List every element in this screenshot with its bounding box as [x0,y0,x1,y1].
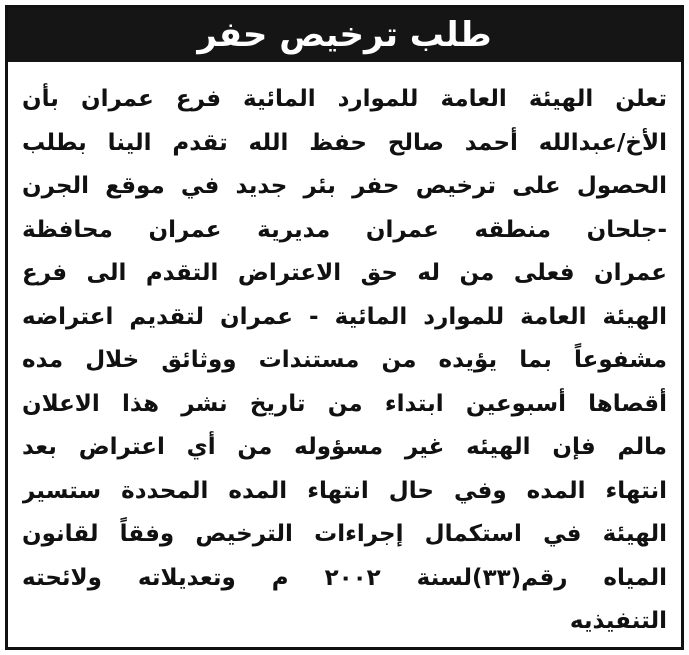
body-line: -جلحان منطقه عمران مديرية عمران محافظة [22,216,667,243]
body-line: أقصاها أسبوعين ابتداء من تاريخ نشر هذا الاعلان [22,390,667,417]
body-line: الهيئة العامة للموارد المائية - عمران لتقديم اعتراضه [22,303,667,330]
body-line: الهيئة في استكمال إجراءات الترخيص وفقاً لقانون [22,521,667,547]
title-banner [8,8,681,62]
notice-frame [5,5,684,650]
body-line: مالم فإن الهيئه غير مسؤوله من أي اعتراض بعد [22,434,667,460]
body-line: الأخ/عبدالله أحمد صالح حفظ الله تقدم الينا بطلب [22,129,667,156]
body-line: تعلن الهيئة العامة للموارد المائية فرع عمران بأن [22,86,667,112]
notice-title: طلب ترخيص حفر [197,15,492,55]
body-line: انتهاء المده وفي حال انتهاء المده المحددة ستسير [22,477,667,504]
body-line: مشفوعاً بما يؤيده من مستندات ووثائق خلال مده [22,347,667,373]
notice-body [22,78,667,644]
body-line: عمران فعلى من له حق الاعتراض التقدم الى فرع [22,260,667,286]
body-line: التنفيذيه [569,608,667,634]
body-line: المياه رقم(٣٣)لسنة ٢٠٠٢ م وتعديلاته ولائحته [22,564,667,591]
body-line: الحصول على ترخيص حفر بئر جديد في موقع الجرن [22,173,667,199]
